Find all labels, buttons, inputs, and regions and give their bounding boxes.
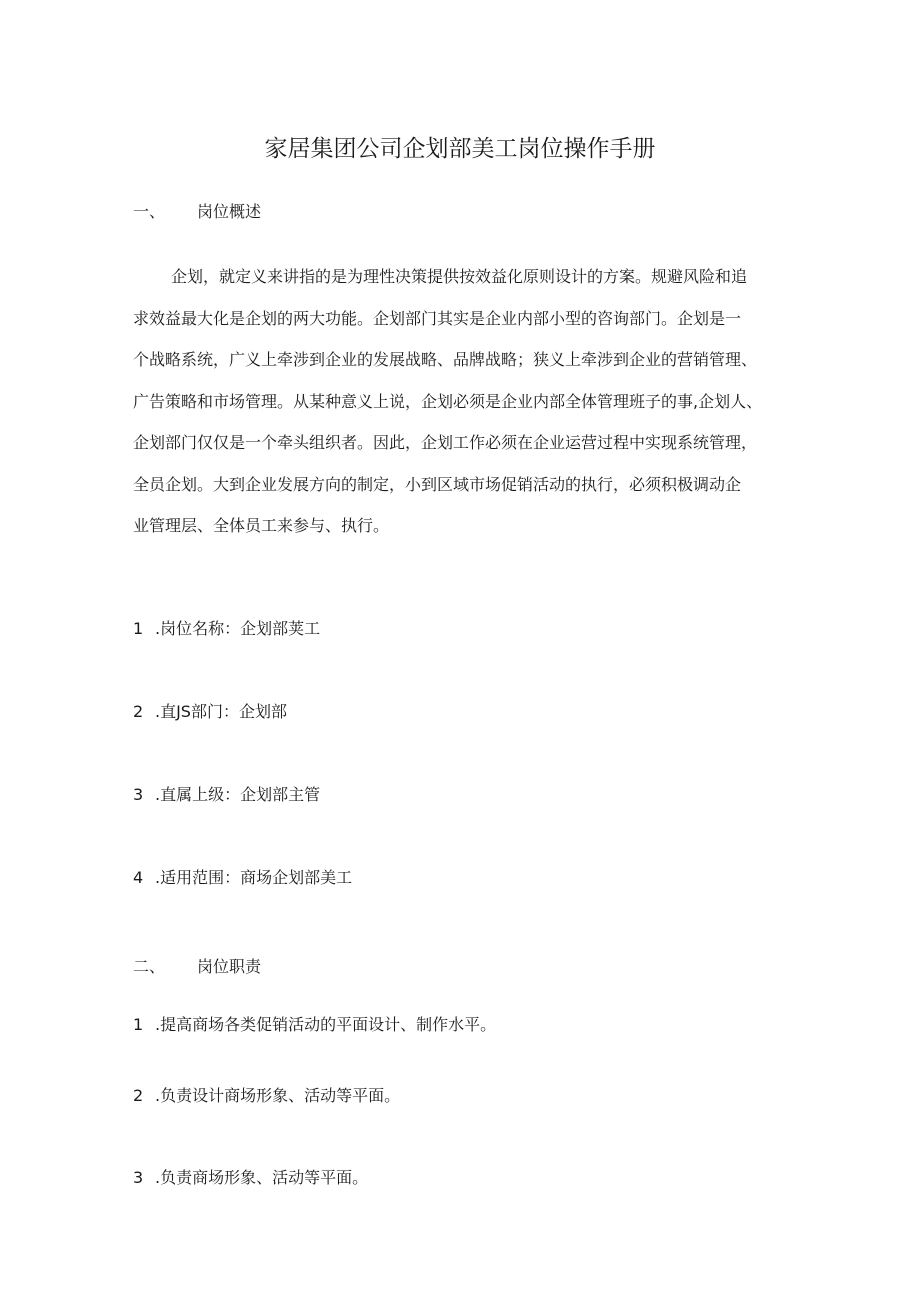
list-item-superior bbox=[133, 784, 320, 806]
list-item-position-name bbox=[133, 618, 320, 640]
list-item-duty bbox=[133, 1085, 400, 1107]
section-number: 二、 bbox=[133, 957, 166, 976]
section-heading-duties bbox=[133, 956, 261, 978]
item-number: 3 bbox=[133, 785, 144, 804]
item-number: 3 bbox=[133, 1168, 144, 1187]
section-title: 岗位职责 bbox=[197, 957, 262, 976]
item-number: 4 bbox=[133, 868, 144, 887]
overview-paragraph bbox=[133, 256, 793, 547]
section-title: 岗位概述 bbox=[197, 202, 262, 221]
list-item-duty bbox=[133, 1167, 368, 1189]
list-item-scope bbox=[133, 867, 352, 889]
item-text: .提高商场各类促销活动的平面设计、制作水平。 bbox=[155, 1015, 497, 1034]
item-number: 2 bbox=[133, 1086, 144, 1105]
list-item-duty bbox=[133, 1014, 496, 1036]
item-text: .岗位名称：企划部荚工 bbox=[155, 619, 321, 638]
item-text: .负责商场形象、活动等平面。 bbox=[155, 1168, 369, 1187]
paragraph-line: 个战略系统，广义上牵涉到企业的发展战略、品牌战略；狭义上牵涉到企业的营销管理、 bbox=[133, 350, 758, 369]
paragraph-line: 广告策略和市场管理。从某种意义上说，企划必须是企业内部全体管理班子的事,企划人、 bbox=[133, 391, 763, 411]
paragraph-line: 业管理层、全体员工来参与、执行。 bbox=[133, 516, 390, 535]
item-number: 1 bbox=[133, 1015, 144, 1034]
item-text: .适用范围：商场企划部美工 bbox=[155, 868, 353, 887]
paragraph-line: 全员企划。大到企业发展方向的制定，小到区域市场促销活动的执行，必须积极调动企 bbox=[133, 474, 742, 494]
paragraph-line: 求效益最大化是企划的两大功能。企划部门其实是企业内部小型的咨询部门。企划是一 bbox=[133, 308, 742, 328]
item-text: .直JS部门：企划部 bbox=[155, 702, 287, 721]
item-text: .直属上级：企划部主管 bbox=[155, 785, 321, 804]
section-number: 一、 bbox=[133, 202, 166, 221]
item-number: 1 bbox=[133, 619, 144, 638]
item-text: .负责设计商场形象、活动等平面。 bbox=[155, 1086, 401, 1105]
item-number: 2 bbox=[133, 702, 144, 721]
paragraph-line: 企划部门仅仅是一个牵头组织者。因此，企划工作必须在企业运营过程中实现系统管理， bbox=[133, 433, 758, 452]
list-item-department bbox=[133, 701, 287, 723]
paragraph-line: 企划，就定义来讲指的是为理性决策提供按效益化原则设计的方案。规避风险和追 bbox=[171, 267, 748, 286]
section-heading-overview bbox=[133, 201, 261, 223]
document-title: 家居集团公司企划部美工岗位操作手册 bbox=[264, 136, 656, 162]
